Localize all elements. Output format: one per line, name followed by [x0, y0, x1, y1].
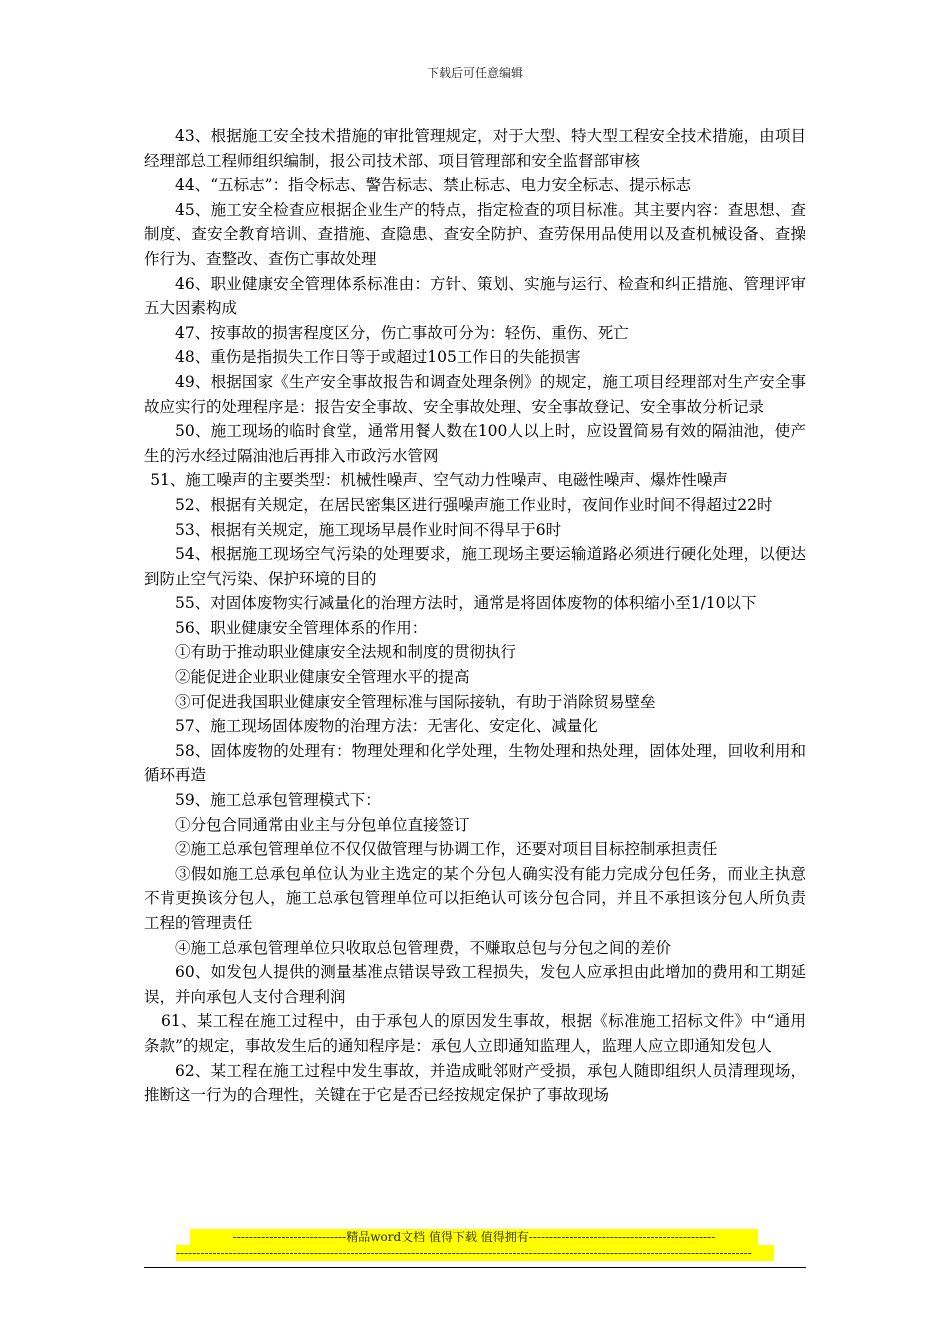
paragraph: 44、“五标志”：指令标志、警告标志、禁止标志、电力安全标志、提示标志	[175, 176, 692, 195]
paragraph: ③假如施工总承包单位认为业主选定的某个分包人确实没有能力完成分包任务，而业主执意不肯更换该分包人，施工总承包管理单位可以拒绝认可该分包合同，并且不承担该分包人所负责工程的管理责任	[144, 864, 806, 932]
page-header: 下载后可任意编辑	[426, 66, 523, 80]
paragraph: 61、某工程在施工过程中，由于承包人的原因发生事故，根据《标准施工招标文件》中“通用条款”的规定，事故发生后的通知程序是：承包人立即通知监理人，监理人应立即通知发包人	[144, 1012, 806, 1055]
paragraph: 56、职业健康安全管理体系的作用：	[175, 618, 428, 637]
paragraph: 57、施工现场固体废物的治理方法：无害化、安定化、减量化	[175, 717, 598, 736]
paragraph: 62、某工程在施工过程中发生事故，并造成毗邻财产受损，承包人随即组织人员清理现场，推断这一行为的合理性，关键在于它是否已经按规定保护了事故现场	[144, 1061, 806, 1105]
footer-banner-line-1: ----------------------------精品word文档 值得下载 值得拥有----------------------------------------------	[190, 1229, 758, 1245]
paragraph: 59、施工总承包管理模式下：	[175, 791, 381, 810]
paragraph: 58、固体废物的处理有：物理处理和化学处理，生物处理和热处理，固体处理，回收利用和循环再造	[144, 741, 806, 785]
paragraph: ④施工总承包管理单位只收取总包管理费，不赚取总包与分包之间的差价	[175, 938, 672, 957]
paragraph: 50、施工现场的临时食堂，通常用餐人数在100人以上时，应设置简易有效的隔油池，使产生的污水经过隔油池后再排入市政污水管网	[144, 422, 806, 465]
paragraph: ①分包合同通常由业主与分包单位直接签订	[175, 815, 470, 834]
paragraph: 60、如发包人提供的测量基准点错误导致工程损失，发包人应承担由此增加的费用和工期延误，并向承包人支付合理利润	[144, 963, 806, 1006]
paragraph: 49、根据国家《生产安全事故报告和调查处理条例》的规定，施工项目经理部对生产安全事故应实行的处理程序是：报告安全事故、安全事故处理、安全事故登记、安全事故分析记录	[144, 372, 806, 416]
paragraph: 46、职业健康安全管理体系标准由：方针、策划、实施与运行、检查和纠正措施、管理评审五大因素构成	[144, 274, 806, 318]
paragraph: 51、施工噪声的主要类型：机械性噪声、空气动力性噪声、电磁性噪声、爆炸性噪声	[150, 471, 728, 490]
footer-banner-line-2: ----------------------------------------------------------------------------------------------------------------------------------------------	[176, 1245, 774, 1261]
paragraph: 43、根据施工安全技术措施的审批管理规定，对于大型、特大型工程安全技术措施，由项目经理部总工程师组织编制，报公司技术部、项目管理部和安全监督部审核	[144, 127, 806, 170]
paragraph: 52、根据有关规定，在居民密集区进行强噪声施工作业时，夜间作业时间不得超过22时	[175, 495, 773, 514]
paragraph: ②施工总承包管理单位不仅仅做管理与协调工作，还要对项目目标控制承担责任	[175, 840, 718, 859]
paragraph: ①有助于推动职业健康安全法规和制度的贯彻执行	[175, 643, 517, 662]
paragraph: 55、对固体废物实行减量化的治理方法时，通常是将固体废物的体积缩小至1/10以下	[175, 594, 757, 613]
paragraph: 48、重伤是指损失工作日等于或超过105工作日的失能损害	[175, 348, 581, 367]
document-body	[144, 124, 806, 1108]
paragraph: 47、按事故的损害程度区分，伤亡事故可分为：轻伤、重伤、死亡	[175, 323, 629, 342]
footer-divider	[144, 1267, 806, 1268]
paragraph: ②能促进企业职业健康安全管理水平的提高	[175, 668, 470, 687]
paragraph: ③可促进我国职业健康安全管理标准与国际接轨，有助于消除贸易壁垒	[175, 692, 656, 711]
paragraph: 45、施工安全检查应根据企业生产的特点，指定检查的项目标准。其主要内容：查思想、查制度、查安全教育培训、查措施、查隐患、查安全防护、查劳保用品使用以及查机械设备、查操作行为、查整改、查伤亡事故处理	[144, 200, 806, 268]
paragraph: 54、根据施工现场空气污染的处理要求，施工现场主要运输道路必须进行硬化处理，以便达到防止空气污染、保护环境的目的	[144, 545, 806, 588]
paragraph: 53、根据有关规定，施工现场早晨作业时间不得早于6时	[175, 520, 562, 539]
page-footer	[144, 1229, 806, 1268]
